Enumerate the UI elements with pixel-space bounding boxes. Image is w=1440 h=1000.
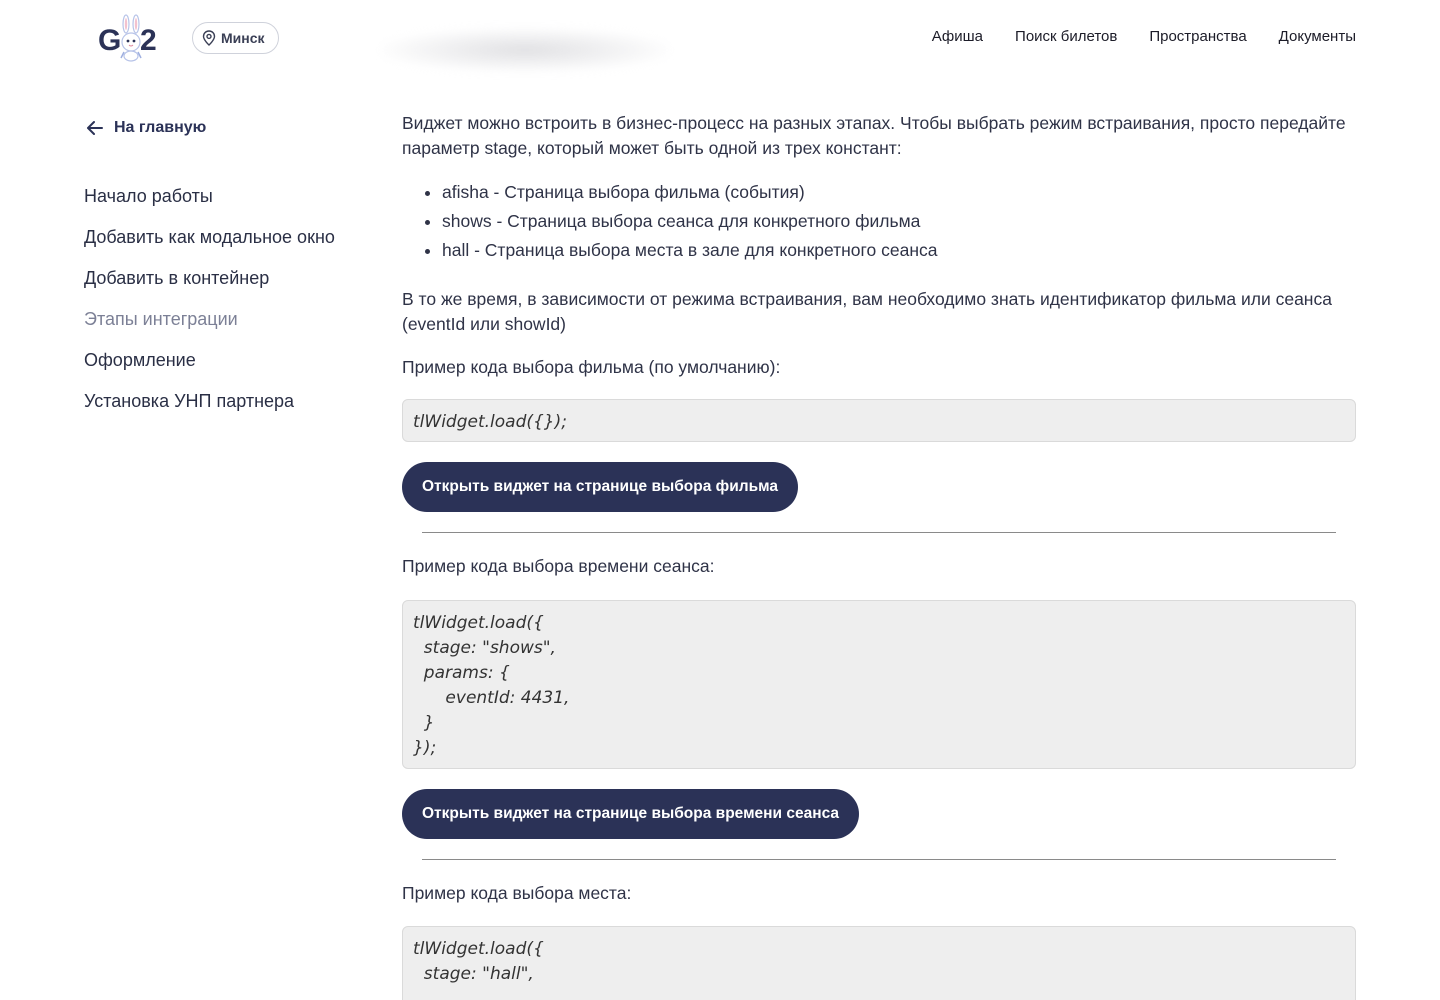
section-divider: [422, 532, 1336, 533]
open-film-widget-button[interactable]: Открыть виджет на странице выбора фильма: [402, 462, 798, 512]
city-label: Минск: [221, 30, 265, 46]
back-to-home-link[interactable]: [86, 119, 206, 137]
top-navigation: [932, 28, 1356, 45]
docs-sidebar-nav: [84, 184, 335, 430]
site-header: [0, 0, 1440, 80]
hall-code-block: tlWidget.load({ stage: "hall",: [402, 926, 1356, 1000]
sidebar-item-modal[interactable]: Добавить как модальное окно: [84, 227, 335, 247]
shows-code-block: tlWidget.load({ stage: "shows", params: { eventId: 4431, } });: [402, 600, 1356, 769]
sidebar-item-partner-unp[interactable]: Установка УНП партнера: [84, 391, 295, 411]
film-example-label: Пример кода выбора фильма (по умолчанию):: [402, 357, 781, 377]
location-pin-icon: [202, 30, 216, 46]
bunny-mascot-icon: [118, 14, 144, 62]
intro-paragraph: Виджет можно встроить в бизнес-процесс на разных этапах. Чтобы выбрать режим встраивания, просто передайте параметр stage, который может быть одной из трех констант:: [402, 113, 1346, 158]
logo-letter-g: G: [98, 24, 121, 57]
stage-item-afisha: • afisha - Страница выбора фильма (события): [442, 178, 1356, 207]
nav-link-spaces[interactable]: Пространства: [1149, 28, 1247, 45]
go2-logo[interactable]: [98, 14, 162, 64]
blurred-placeholder: [380, 28, 670, 72]
nav-link-ticket-search[interactable]: Поиск билетов: [1015, 28, 1118, 45]
nav-link-afisha[interactable]: Афиша: [931, 28, 984, 45]
sidebar-item-integration-stages[interactable]: Этапы интеграции: [84, 309, 238, 329]
film-code-block: tlWidget.load({});: [402, 399, 1356, 442]
shows-example-label: Пример кода выбора времени сеанса:: [402, 556, 715, 576]
open-shows-widget-button[interactable]: Открыть виджет на странице выбора времени сеанса: [402, 789, 859, 839]
sidebar-item-styling[interactable]: Оформление: [84, 350, 196, 370]
stage-item-shows: • shows - Страница выбора сеанса для конкретного фильма: [442, 207, 1356, 236]
stage-item-hall: • hall - Страница выбора места в зале для конкретного сеанса: [442, 236, 1356, 265]
arrow-left-icon: [86, 120, 104, 136]
logo-digit-2: 2: [140, 24, 156, 57]
ids-note-paragraph: В то же время, в зависимости от режима встраивания, вам необходимо знать идентификатор фильма или сеанса (eventId или showId): [402, 289, 1332, 334]
section-divider: [422, 859, 1336, 860]
hall-example-label: Пример кода выбора места:: [402, 883, 632, 903]
city-selector[interactable]: [192, 22, 279, 54]
stage-list: [442, 178, 1356, 265]
nav-link-documents[interactable]: Документы: [1278, 28, 1356, 45]
sidebar-item-getting-started[interactable]: Начало работы: [84, 186, 213, 206]
main-content: [402, 111, 1356, 1000]
sidebar-item-container[interactable]: Добавить в контейнер: [84, 268, 270, 288]
back-link-label: На главную: [114, 119, 207, 136]
